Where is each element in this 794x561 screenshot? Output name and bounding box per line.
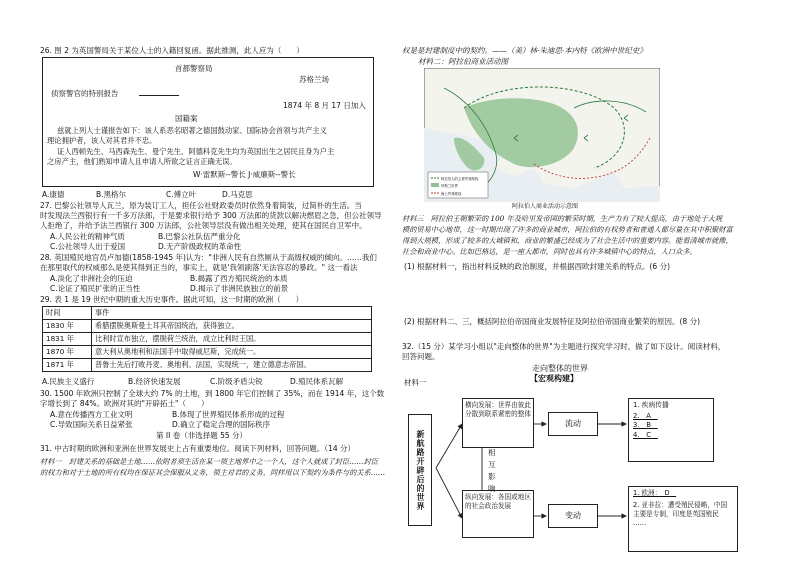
arrow-to-upper bbox=[436, 424, 462, 468]
material3-line4: 社会和商业中心。比如巴格达，是一座大都市，同时也具有许多城镇中心的特点，人口众多。 bbox=[402, 247, 697, 256]
doc-p2: 理论拥护者，该人对其君并不忠。 bbox=[47, 136, 157, 145]
table-row: 1870 年 意大利从奥地利和法国手中取得威尼斯，完成统一。 bbox=[43, 346, 372, 359]
q27-line2: 时发现法兰西银行有一千多万法郎，于是要求银行给予 300 万法郎的货款以解决燃眉之急，但公社领导 bbox=[40, 211, 382, 220]
material1-source: 权是是封建制度中的契约。——（美）林·朱迪思·本内特《欧洲中世纪史》 bbox=[402, 46, 647, 55]
q27-line1: 27. 巴黎公社领导人瓦兰，原为装订工人，担任公社财政委员时依然身着简装，过简朴的生活。当 bbox=[40, 201, 362, 210]
q27-option-d[interactable]: D.无产阶级政权的革命性 bbox=[158, 242, 242, 251]
table-row: 1871 年 普鲁士先后打败丹麦、奥地利、法国，实现统一，建立德意志帝国。 bbox=[43, 359, 372, 372]
q27-option-c[interactable]: C.公社领导人出于爱国 bbox=[50, 242, 126, 251]
q30-option-d[interactable]: D.确立了稳定合理的国际秩序 bbox=[172, 420, 271, 429]
table-row: 1830 年 希腊摆脱奥斯曼土耳其帝国统治，获得独立。 bbox=[43, 320, 372, 333]
q27-option-b[interactable]: B.巴黎公社队伍严重分化 bbox=[158, 232, 241, 241]
link-char-2: 互 bbox=[488, 460, 496, 469]
q29-table bbox=[42, 306, 372, 372]
q29-option-d[interactable]: D.殖民体系瓦解 bbox=[290, 377, 344, 386]
doc-p4: 之房产主，他们熟知申请人且申请人所欲之证言正确无误。 bbox=[47, 157, 237, 166]
q30-option-c[interactable]: C.导致国际关系日益紧张 bbox=[50, 420, 133, 429]
q32-stem-line2: 回答问题。 bbox=[402, 352, 440, 361]
material2-label: 材料二：阿拉伯商业活动图 bbox=[418, 57, 508, 66]
doc-date: 1874 年 8 月 17 日加入 bbox=[283, 101, 366, 110]
q29-option-b[interactable]: B.经济快速发展 bbox=[128, 377, 181, 386]
q31-material1-line2: 的权力和对于土地的所有权均在保证其会保服从义务，领主对君的义务，同样用以下契约为条件与的关系…… bbox=[40, 468, 386, 477]
diagram-subtitle: 【宏观构建】 bbox=[530, 374, 578, 383]
upper-box-horizontal: 横向发展：世界由彼此分散到联系紧密的整体 bbox=[462, 398, 534, 448]
link-char-4: 响 bbox=[488, 484, 496, 493]
q31-material1-line1: 材料一 封建关系的基础是土地……依附者须生活在某一领主地界中之一个人，这个人就成了封臣……封臣 bbox=[40, 457, 378, 466]
q28-option-c[interactable]: C.论证了殖民扩张的正当性 bbox=[50, 284, 141, 293]
doc-nationality: 国籍案 bbox=[175, 114, 198, 123]
table-header-time: 时间 bbox=[43, 307, 92, 320]
link-char-3: 影 bbox=[488, 472, 496, 481]
doc-p1: 兹就上列人士谨报告如下：该人系恶名昭著之德国鼓动家、国际协会首领与共产主义 bbox=[57, 126, 327, 135]
q29-option-c[interactable]: C.阶级矛盾尖锐 bbox=[210, 377, 263, 386]
result-ellipsis: …… bbox=[633, 518, 647, 527]
doc-report: 侦察警官的特别报告 bbox=[51, 89, 119, 98]
result-blank-c[interactable]: 4. C bbox=[633, 430, 658, 439]
result-blank-d[interactable]: 1. 欧洲： D bbox=[633, 489, 677, 497]
q26-option-a[interactable]: A.康德 bbox=[42, 190, 65, 199]
q29-option-a[interactable]: A.民族主义盛行 bbox=[42, 377, 95, 386]
map-caption: 阿拉伯人商业活动示意图 bbox=[512, 203, 579, 210]
table-header-event: 事件 bbox=[92, 307, 372, 320]
q31-stem: 31. 中古时期的欧洲和亚洲在世界发展史上占有重要地位。阅读下列材料，回答问题。（14 分） bbox=[40, 444, 355, 453]
q27-option-a[interactable]: A.人民公社的精神气质 bbox=[50, 232, 125, 241]
material1-label: 材料一 bbox=[404, 378, 427, 387]
q26-document-frame bbox=[42, 57, 374, 187]
q32-stem-line1: 32.（15 分）某学习小组以"走向整体的世界"为主题进行探究学习时，做了如下设计。阅读材料， bbox=[402, 342, 726, 351]
legend-label-route: 阿拉伯人的主要贸易路线 bbox=[441, 177, 479, 181]
material3-line3: 得到大规模，形成了较多的大城镇和，商业的繁盛已经成为了社会生活中的重要内容。能看清城市就像， bbox=[402, 236, 733, 245]
material3-line1: 材料三 阿拉伯王朝繁荣的 100 年及哈里发帝国的繁荣时期，生产力有了较大提高，由于地处于大规 bbox=[402, 214, 723, 223]
doc-place: 苏格兰场 bbox=[299, 75, 329, 84]
q26-option-d[interactable]: D.马克思 bbox=[222, 190, 253, 199]
doc-header: 首都警察局 bbox=[175, 64, 213, 73]
result-blank-a[interactable]: 2. A bbox=[633, 412, 658, 421]
lower-box-vertical: 纵向发展：各国或地区的社会政治发展 bbox=[462, 490, 534, 538]
q28-option-d[interactable]: D.揭示了非洲民族独立的前景 bbox=[190, 284, 289, 293]
result-blank-b[interactable]: 3. B bbox=[633, 421, 658, 430]
table-row: 1831 年 比利时宣布独立，摆脱荷兰统治，成立比利时王国。 bbox=[43, 333, 372, 346]
q28-line2: 在那里取代的权威那么是使其得到正当的，事实上，就是'我领副落'无法容忍的暴政。" 这一看法 bbox=[40, 263, 358, 272]
q30-option-b[interactable]: B.体现了世界殖民体系形成的过程 bbox=[172, 410, 285, 419]
flow-box: 流动 bbox=[548, 412, 598, 436]
q30-line1: 30. 1500 年欧洲只控制了全球大约 7% 的土地，到 1800 年它们控制了 35%，而在 1914 年，这个数 bbox=[40, 389, 385, 398]
results-bottom-box bbox=[628, 486, 738, 552]
doc-p3: 证人西顿先生、马西森先生、曼宁先生、阿德科克先生均为英国出生之居民且身为户主 bbox=[57, 147, 335, 156]
q27-line3: 人拒绝了，并给予法兰西银行 300 万法郎，公社领导层没有做出相关处理，使其在国民自卫军中。 bbox=[40, 221, 367, 230]
doc-signature: W·雷默斯--警长 J·威廉斯--警长 bbox=[193, 170, 296, 179]
blank-line bbox=[139, 95, 179, 96]
q30-option-a[interactable]: A.意在传播西方工业文明 bbox=[50, 410, 133, 419]
legend-label-sea: 海上贸易路线 bbox=[441, 192, 462, 196]
results-top-box bbox=[628, 398, 714, 462]
q28-line1: 28. 英国殖民地官员卢加德(1858-1945 年)认为："非洲人民有自然厕从于高级权威的倾向。……我们 bbox=[40, 253, 377, 262]
q31-sub1: (1) 根据材料一，指出材料反映的政治制度，并根据西欧封建关系的特点。(6 分) bbox=[404, 262, 671, 271]
q28-option-b[interactable]: B.揭露了西方殖民统治的本质 bbox=[190, 274, 288, 283]
result-disease: 1. 疾病传播 bbox=[633, 401, 669, 409]
diagram-title: 走向整体的世界 bbox=[532, 364, 588, 373]
q29-stem: 29. 表 1 是 19 世纪中期的重大历史事件。据此可知，这一时期的欧洲（ ） bbox=[40, 295, 304, 304]
q26-option-c[interactable]: C.傅立叶 bbox=[166, 190, 197, 199]
arrow-to-lower bbox=[436, 468, 462, 518]
result-asia-africa: 2. 亚非拉：遭受殖民侵略，中国主要是专制，印度是英国殖民 bbox=[633, 500, 728, 518]
part2-title: 第 II 卷（非选择题 55 分） bbox=[156, 431, 248, 440]
link-char-1: 相 bbox=[488, 448, 496, 457]
q26-stem: 26. 图 2 为英国警局关于某位人士的入籍回复函。据此推测，此人应为（ ） bbox=[40, 46, 304, 55]
q28-option-a[interactable]: A.淡化了非洲社会的压迫 bbox=[50, 274, 133, 283]
arab-trade-map bbox=[424, 68, 660, 202]
change-box: 变动 bbox=[548, 504, 598, 528]
material3-line2: 模的贸易中心地带，这一时期出现了许多的商业城市，阿拉伯的有权势者和普通人都尽量在其中积聚财富 bbox=[402, 225, 733, 234]
legend-label-region: 伊斯兰世界 bbox=[441, 184, 458, 188]
q26-option-b[interactable]: B.黑格尔 bbox=[96, 190, 127, 199]
q31-sub2: (2) 根据材料二、三，概括阿拉伯帝国商业发展特征及阿拉伯帝国商业繁荣的原因。(8 分) bbox=[404, 317, 701, 326]
left-box-new-routes: 新航路开辟后的世界 bbox=[408, 414, 432, 526]
legend-swatch-region bbox=[431, 183, 439, 187]
q30-line2: 字增长到了 84%。欧洲对其的"开辟拓土"（ ） bbox=[40, 399, 209, 408]
